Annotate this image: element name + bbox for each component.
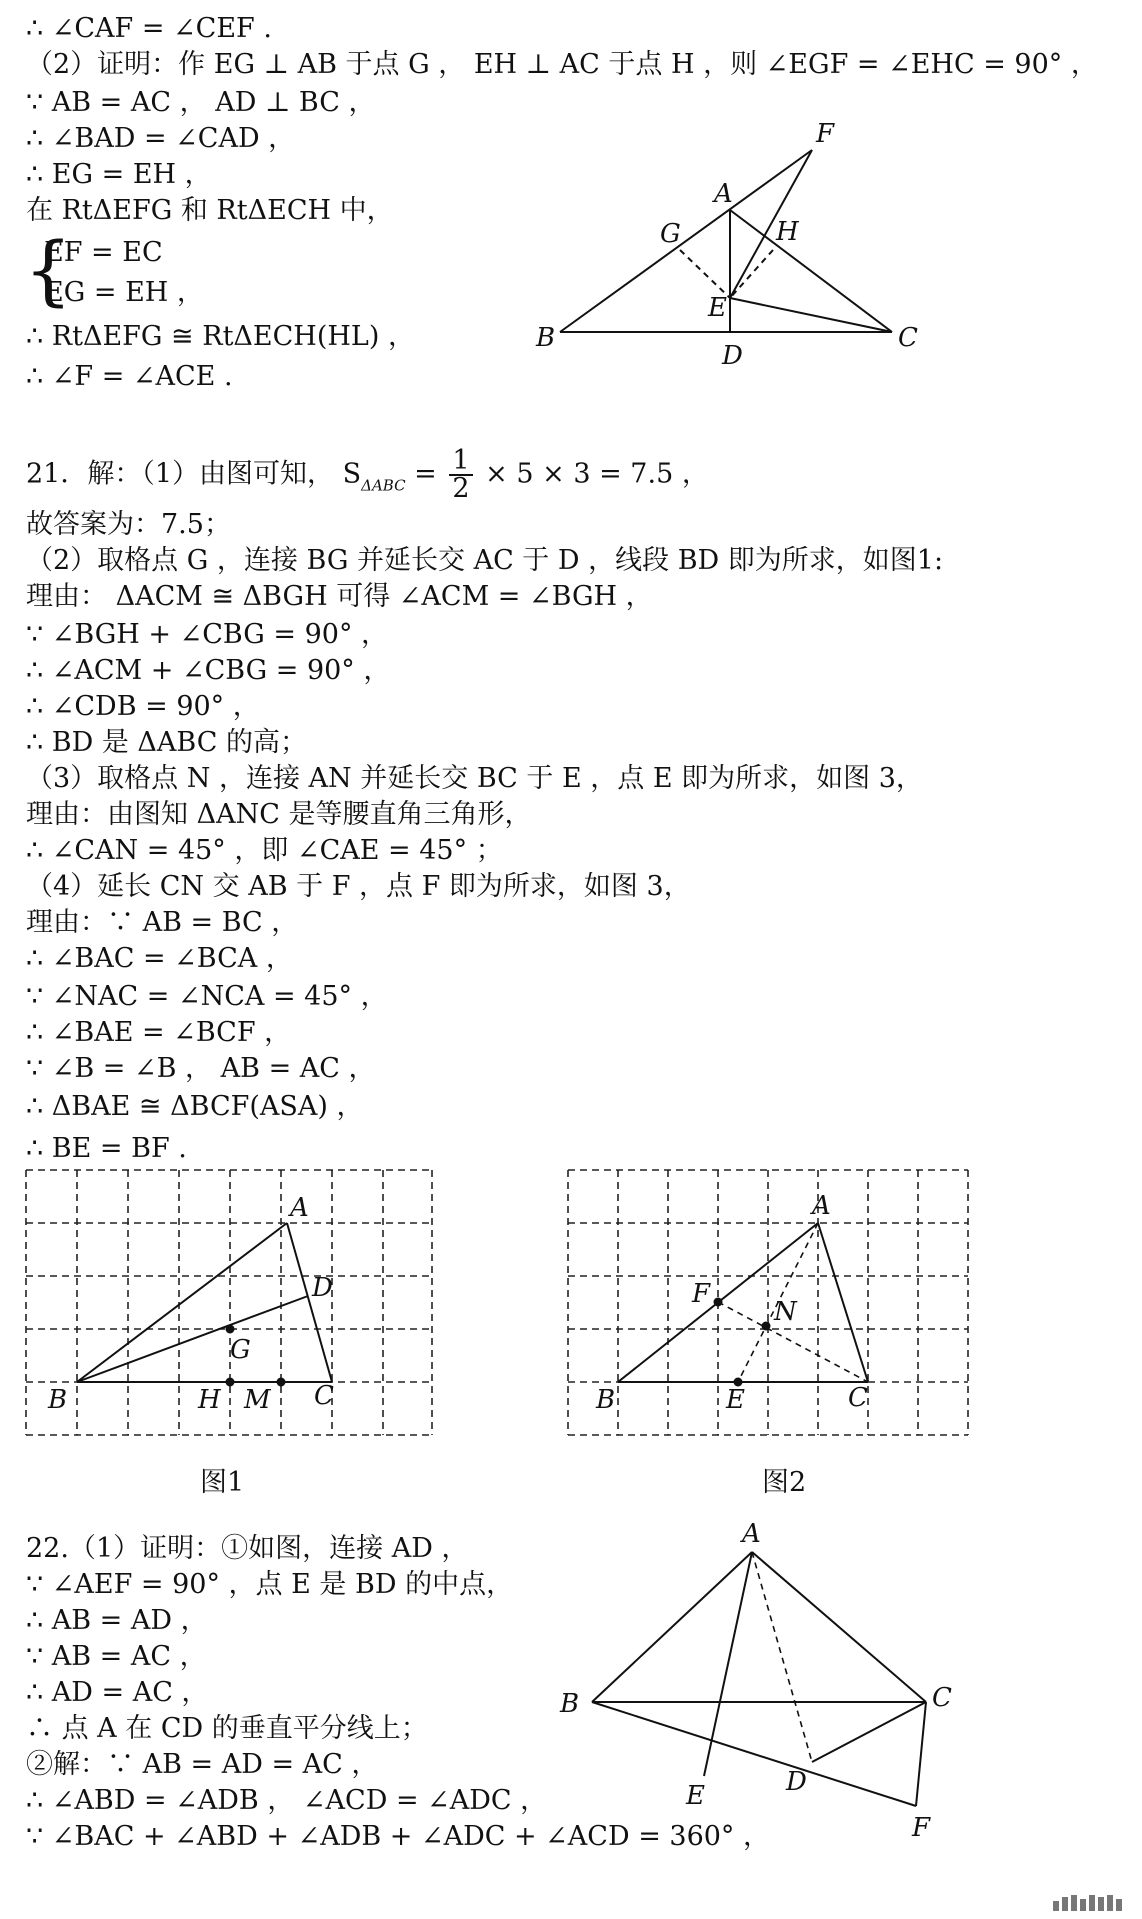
system-brace: { — [24, 225, 73, 314]
area-rest: × 5 × 3 = 7.5 ， — [485, 458, 709, 490]
text-line: ∵ AB = AC ， — [26, 1641, 207, 1672]
text-line: ∴ BE = BF . — [26, 1133, 187, 1164]
label-e: E — [708, 293, 727, 323]
text-line: ∵ ∠AEF = 90° ，点 E 是 BD 的中点， — [26, 1569, 514, 1600]
label-h: H — [776, 217, 799, 247]
label-c: C — [932, 1683, 952, 1713]
caption-fig2: 图2 — [762, 1467, 807, 1498]
label-h: H — [198, 1385, 221, 1415]
text-line: ∴ ∠BAD = ∠CAD ， — [26, 123, 296, 154]
area-lead: 21．解：（1）由图可知， S — [26, 458, 362, 490]
text-line: ∴ ∠CDB = 90° ， — [26, 691, 260, 722]
text-line: ∵ ∠BAC + ∠ABD + ∠ADB + ∠ADC + ∠ACD = 360° ， — [26, 1821, 771, 1852]
label-n: N — [774, 1297, 797, 1327]
text-line: ∴ ∠F = ∠ACE . — [26, 361, 233, 392]
text-line: ∵ AB = AC ， AD ⊥ BC ， — [26, 87, 376, 118]
area-sub: ΔABC — [361, 476, 406, 495]
text-line: ∴ ∠BAC = ∠BCA ， — [26, 943, 293, 974]
label-f: F — [692, 1279, 711, 1309]
label-g: G — [660, 219, 681, 249]
figure-2-grid — [566, 1168, 976, 1438]
text-line: ∴ ΔBAE ≅ ΔBCF(ASA) ， — [26, 1091, 364, 1122]
text-line: （3）取格点 N ，连接 AN 并延长交 BC 于 E ，点 E 即为所求，如图 3， — [26, 763, 923, 794]
fraction-num: 1 — [449, 448, 472, 476]
text-line: （2）取格点 G ，连接 BG 并延长交 AC 于 D ，线段 BD 即为所求，如图1: — [26, 545, 944, 576]
figure-quadrilateral — [556, 1512, 956, 1842]
text-line: （2）证明：作 EG ⊥ AB 于点 G ， EH ⊥ AC 于点 H ，则 ∠EGF = ∠EHC = 90° ， — [26, 49, 1098, 80]
label-b: B — [596, 1385, 616, 1415]
text-line: 故答案为：7.5； — [26, 509, 231, 540]
fraction — [449, 445, 472, 504]
label-c: C — [314, 1381, 334, 1411]
text-line: ∴ ∠ABD = ∠ADB ， ∠ACD = ∠ADC ， — [26, 1785, 548, 1816]
text-line: ∴ ∠CAF = ∠CEF . — [26, 13, 272, 44]
taskbar-icons — [1053, 1893, 1122, 1911]
text-line: EF = EC — [44, 237, 163, 268]
text-line: EG = EH ， — [44, 277, 204, 308]
caption-fig1: 图1 — [200, 1467, 245, 1498]
label-g: G — [230, 1335, 251, 1365]
text-line: ∴ BD 是 ΔABC 的高； — [26, 727, 307, 758]
label-d: D — [786, 1767, 807, 1797]
text-line: ∵ ∠NAC = ∠NCA = 45° ， — [26, 981, 388, 1012]
text-line: ∴ RtΔEFG ≅ RtΔECH(HL) ， — [26, 321, 415, 352]
label-b: B — [560, 1689, 580, 1719]
label-d: D — [722, 341, 743, 371]
label-a: A — [290, 1193, 309, 1223]
text-line: ∵ ∠BGH + ∠CBG = 90° ， — [26, 619, 389, 650]
text-line: ∴ EG = EH ， — [26, 159, 212, 190]
label-b: B — [536, 323, 556, 353]
figure-triangle-efg — [530, 110, 930, 370]
label-e: E — [686, 1781, 705, 1811]
text-line-area — [26, 445, 709, 504]
label-m: M — [244, 1385, 271, 1415]
text-line: ∴ AD = AC ， — [26, 1677, 209, 1708]
text-line: 理由：由图知 ΔANC 是等腰直角三角形， — [26, 799, 532, 830]
text-line: ∴ ∠ACM + ∠CBG = 90° ， — [26, 655, 391, 686]
label-a: A — [742, 1519, 761, 1549]
label-f: F — [912, 1813, 931, 1843]
text-line: ②解：∵ AB = AD = AC ， — [26, 1749, 379, 1780]
label-a: A — [714, 179, 733, 209]
text-line: 理由：∵ AB = BC ， — [26, 907, 299, 938]
label-d: D — [312, 1273, 333, 1303]
fraction-den: 2 — [452, 473, 470, 504]
text-line: ∴ ∠CAN = 45° ，即 ∠CAE = 45° ； — [26, 835, 503, 866]
text-line: 理由： ΔACM ≅ ΔBGH 可得 ∠ACM = ∠BGH ， — [26, 581, 653, 612]
text-line: ∴ ∠BAE = ∠BCF ， — [26, 1017, 292, 1048]
text-line: ∴ 点 A 在 CD 的垂直平分线上； — [26, 1713, 428, 1744]
label-a: A — [812, 1191, 831, 1221]
text-line: ∴ AB = AD ， — [26, 1605, 208, 1636]
label-b: B — [48, 1385, 68, 1415]
text-line: （4）延长 CN 交 AB 于 F ，点 F 即为所求，如图 3， — [26, 871, 691, 902]
label-f: F — [816, 119, 835, 149]
label-c: C — [898, 323, 918, 353]
label-e: E — [726, 1385, 745, 1415]
figure-1-grid — [24, 1168, 434, 1438]
text-line: 22.（1）证明：①如图，连接 AD ， — [26, 1533, 469, 1564]
text-line: 在 RtΔEFG 和 RtΔECH 中， — [26, 195, 394, 226]
text-line: ∵ ∠B = ∠B ， AB = AC ， — [26, 1053, 376, 1084]
label-c: C — [848, 1383, 868, 1413]
area-eq: = — [414, 458, 437, 490]
